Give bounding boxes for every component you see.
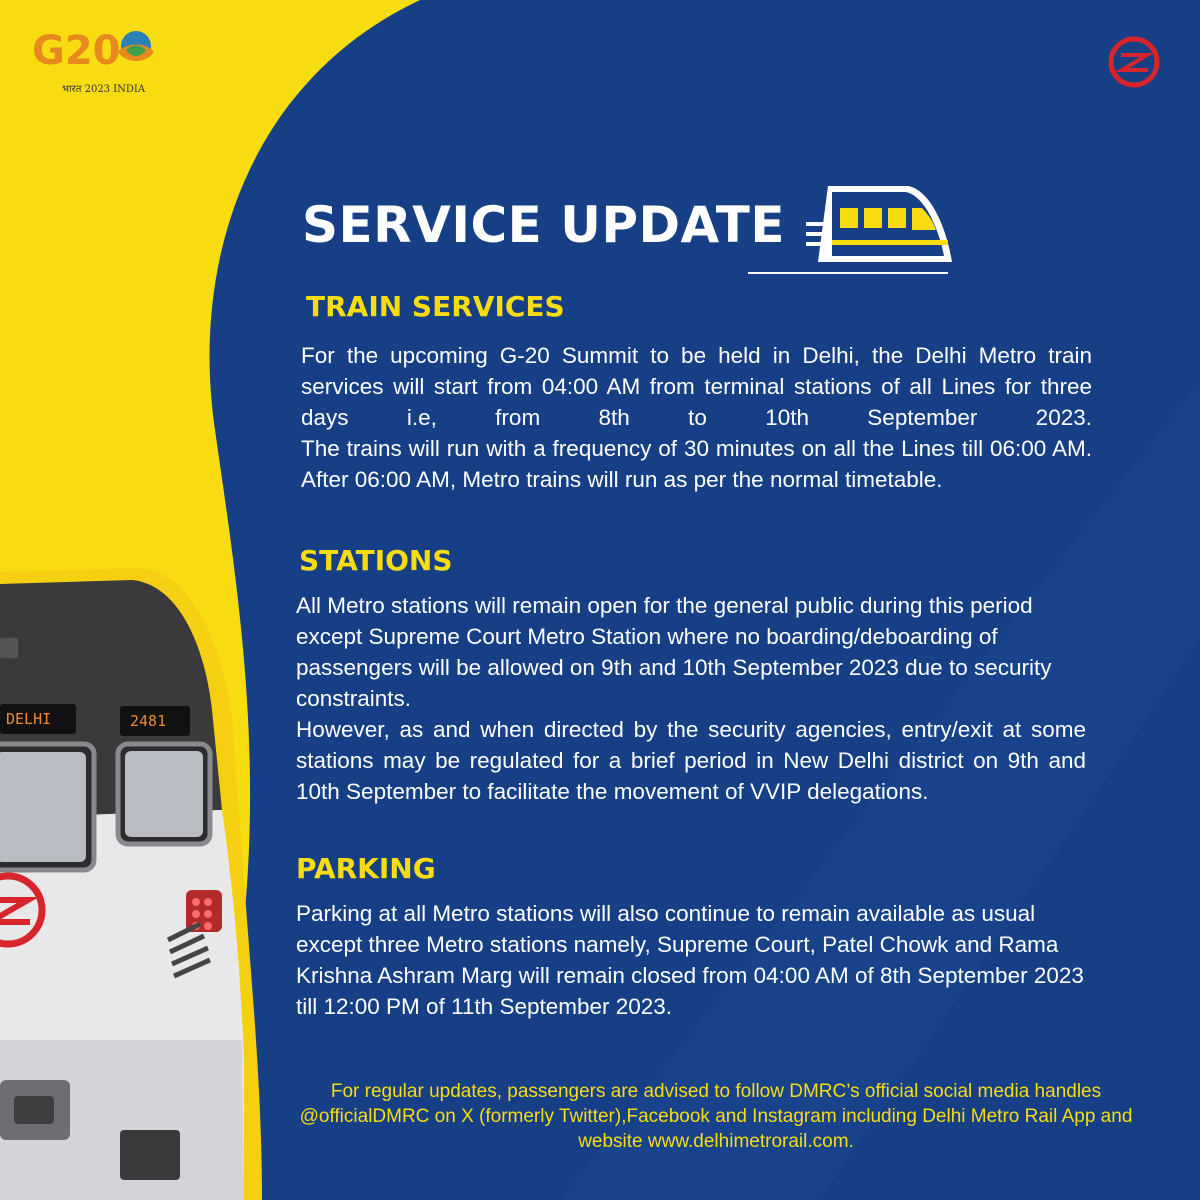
train-services-heading: TRAIN SERVICES xyxy=(306,290,565,323)
parking-paragraph: Parking at all Metro stations will also continue to remain available as usual except three Metro stations namely, Supreme Court, Patel Chowk and Rama Krishna Ashram Marg will remain closed from 04:00 AM of 8th September 2023 till 12:00 PM of 11th September 2023. xyxy=(296,901,1084,1019)
train-services-paragraph: For the upcoming G-20 Summit to be held in Delhi, the Delhi Metro train services will start from 04:00 AM from terminal stations of all Lines for three days i.e, from 8th to 10th September 2023. xyxy=(301,343,1092,430)
stations-heading: STATIONS xyxy=(299,544,453,577)
train-services-paragraph: The trains will run with a frequency of 30 minutes on all the Lines till 06:00 AM. After 06:00 AM, Metro trains will run as per the normal timetable. xyxy=(301,436,1092,492)
train-destination-display: DELHI xyxy=(6,710,52,728)
metro-train-illustration xyxy=(0,568,262,1200)
stations-paragraph: All Metro stations will remain open for the general public during this period except Supreme Court Metro Station where no boarding/deboarding of passengers will be allowed on 9th and 10th September 2023 due to security constraints. xyxy=(296,593,1052,711)
train-services-body xyxy=(301,340,1092,495)
stations-paragraph: However, as and when directed by the security agencies, entry/exit at some stations may be regulated for a brief period in New Delhi district on 9th and 10th September to facilitate the movement of VVIP delegations. xyxy=(296,717,1086,804)
g20-logo xyxy=(28,28,168,98)
g20-logo-text: G20 xyxy=(32,28,121,74)
stations-body xyxy=(296,590,1086,807)
train-number-display: 2481 xyxy=(130,712,167,730)
page-title: SERVICE UPDATE xyxy=(302,196,786,254)
footer-note: For regular updates, passengers are advised to follow DMRC’s official social media handles @officialDMRC on X (formerly Twitter),Facebook and Instagram including Delhi Metro Rail App and website www.delhimetrorail.com. xyxy=(299,1081,1133,1152)
parking-heading: PARKING xyxy=(296,852,436,885)
g20-tagline: भारत 2023 INDIA xyxy=(62,84,146,95)
parking-body xyxy=(296,898,1098,1022)
